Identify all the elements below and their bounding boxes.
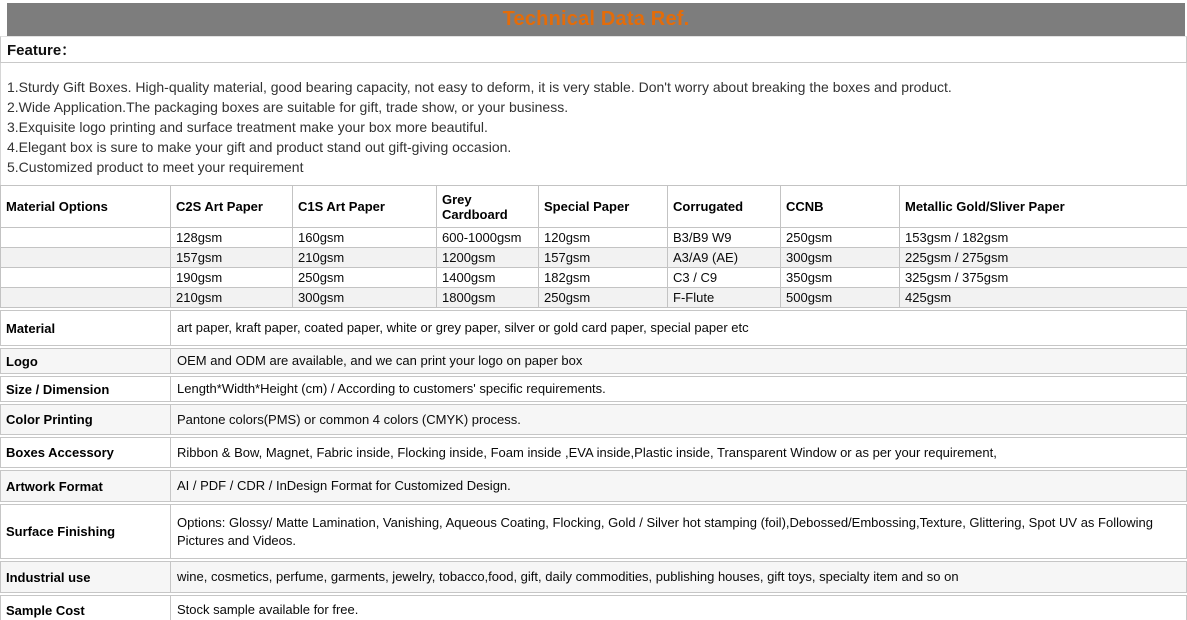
materials-cell: 190gsm	[171, 268, 293, 288]
spec-value: Options: Glossy/ Matte Lamination, Vanishing, Aqueous Coating, Flocking, Gold / Silver hot stamping (foil),Debossed/Embossing,Texture, Glittering, Spot UV as Following Pictures and Videos.	[177, 514, 1153, 548]
materials-cell: 350gsm	[781, 268, 900, 288]
materials-body	[1, 228, 1187, 308]
spec-value: art paper, kraft paper, coated paper, white or grey paper, silver or gold card paper, special paper etc	[177, 320, 749, 335]
page-title: Technical Data Ref.	[502, 8, 690, 30]
materials-cell: 300gsm	[781, 248, 900, 268]
materials-cell: 120gsm	[539, 228, 668, 248]
materials-cell: 153gsm / 182gsm	[900, 228, 1187, 248]
feature-heading	[0, 36, 1187, 63]
spec-label: Sample Cost	[1, 596, 171, 620]
spec-value: Ribbon & Bow, Magnet, Fabric inside, Flocking inside, Foam inside ,EVA inside,Plastic inside, Transparent Window or as per your requirement,	[177, 444, 997, 460]
spec-row	[0, 376, 1187, 402]
spec-value: wine, cosmetics, perfume, garments, jewelry, tobacco,food, gift, daily commodities, publishing houses, gift toys, specialty item and so on	[177, 569, 959, 584]
materials-header-cell: Material Options	[1, 186, 171, 228]
feature-item: 4.Elegant box is sure to make your gift and product stand out gift-giving occasion.	[7, 139, 512, 155]
spec-row	[0, 504, 1187, 559]
materials-cell: 157gsm	[171, 248, 293, 268]
materials-cell: 210gsm	[293, 248, 437, 268]
table-row	[1, 268, 1187, 288]
materials-cell: 250gsm	[781, 228, 900, 248]
spec-label: Industrial use	[1, 562, 171, 592]
spec-label: Boxes Accessory	[1, 438, 171, 467]
materials-cell: 325gsm / 375gsm	[900, 268, 1187, 288]
materials-cell: 157gsm	[539, 248, 668, 268]
spec-row	[0, 437, 1187, 468]
materials-cell: C3 / C9	[668, 268, 781, 288]
materials-header-cell: C1S Art Paper	[293, 186, 437, 228]
materials-cell: 300gsm	[293, 288, 437, 308]
spec-label: Color Printing	[1, 405, 171, 434]
spec-label: Material	[1, 311, 171, 345]
materials-cell: 250gsm	[539, 288, 668, 308]
materials-cell: 250gsm	[293, 268, 437, 288]
feature-item: 3.Exquisite logo printing and surface treatment make your box more beautiful.	[7, 119, 488, 135]
materials-cell: 128gsm	[171, 228, 293, 248]
spec-value: Stock sample available for free.	[177, 602, 359, 617]
materials-header-cell: Special Paper	[539, 186, 668, 228]
materials-header-cell: CCNB	[781, 186, 900, 228]
feature-item: 5.Customized product to meet your requirement	[7, 159, 304, 175]
materials-table	[0, 185, 1187, 308]
materials-cell	[1, 228, 171, 248]
spec-row	[0, 595, 1187, 620]
spec-value: AI / PDF / CDR / InDesign Format for Customized Design.	[177, 478, 511, 493]
title-bar	[7, 3, 1185, 36]
spec-label: Size / Dimension	[1, 377, 171, 401]
materials-cell: 1400gsm	[437, 268, 539, 288]
table-row	[1, 288, 1187, 308]
spec-value: Pantone colors(PMS) or common 4 colors (CMYK) process.	[177, 411, 521, 427]
feature-list	[0, 63, 1187, 185]
materials-cell: 425gsm	[900, 288, 1187, 308]
spec-label: Artwork Format	[1, 471, 171, 501]
materials-header-cell: Grey Cardboard	[437, 186, 539, 228]
materials-cell: 1200gsm	[437, 248, 539, 268]
materials-cell: 225gsm / 275gsm	[900, 248, 1187, 268]
feature-item: 1.Sturdy Gift Boxes. High-quality material, good bearing capacity, not easy to deform, it is very stable. Don't worry about breaking the boxes and product.	[7, 79, 952, 95]
materials-cell: 600-1000gsm	[437, 228, 539, 248]
spec-value: OEM and ODM are available, and we can print your logo on paper box	[177, 353, 583, 368]
spec-rows	[0, 310, 1187, 620]
spec-row	[0, 310, 1187, 346]
materials-header-cell: C2S Art Paper	[171, 186, 293, 228]
spec-label: Logo	[1, 349, 171, 373]
materials-cell: 182gsm	[539, 268, 668, 288]
materials-header-cell: Metallic Gold/Sliver Paper	[900, 186, 1187, 228]
materials-cell	[1, 248, 171, 268]
materials-cell	[1, 268, 171, 288]
spec-row	[0, 561, 1187, 593]
table-row	[1, 248, 1187, 268]
materials-cell: 1800gsm	[437, 288, 539, 308]
feature-item: 2.Wide Application.The packaging boxes are suitable for gift, trade show, or your business.	[7, 99, 569, 115]
materials-cell: 210gsm	[171, 288, 293, 308]
materials-cell: A3/A9 (AE)	[668, 248, 781, 268]
spec-row	[0, 404, 1187, 435]
materials-header-cell: Corrugated	[668, 186, 781, 228]
feature-heading-label: Feature：	[7, 42, 77, 59]
spec-label: Surface Finishing	[1, 505, 171, 558]
table-row	[1, 228, 1187, 248]
materials-cell: F-Flute	[668, 288, 781, 308]
materials-cell: B3/B9 W9	[668, 228, 781, 248]
materials-cell: 160gsm	[293, 228, 437, 248]
materials-cell: 500gsm	[781, 288, 900, 308]
spec-row	[0, 470, 1187, 502]
spec-value: Length*Width*Height (cm) / According to customers' specific requirements.	[177, 381, 606, 396]
materials-cell	[1, 288, 171, 308]
spec-row	[0, 348, 1187, 374]
materials-header-row	[1, 186, 1187, 228]
